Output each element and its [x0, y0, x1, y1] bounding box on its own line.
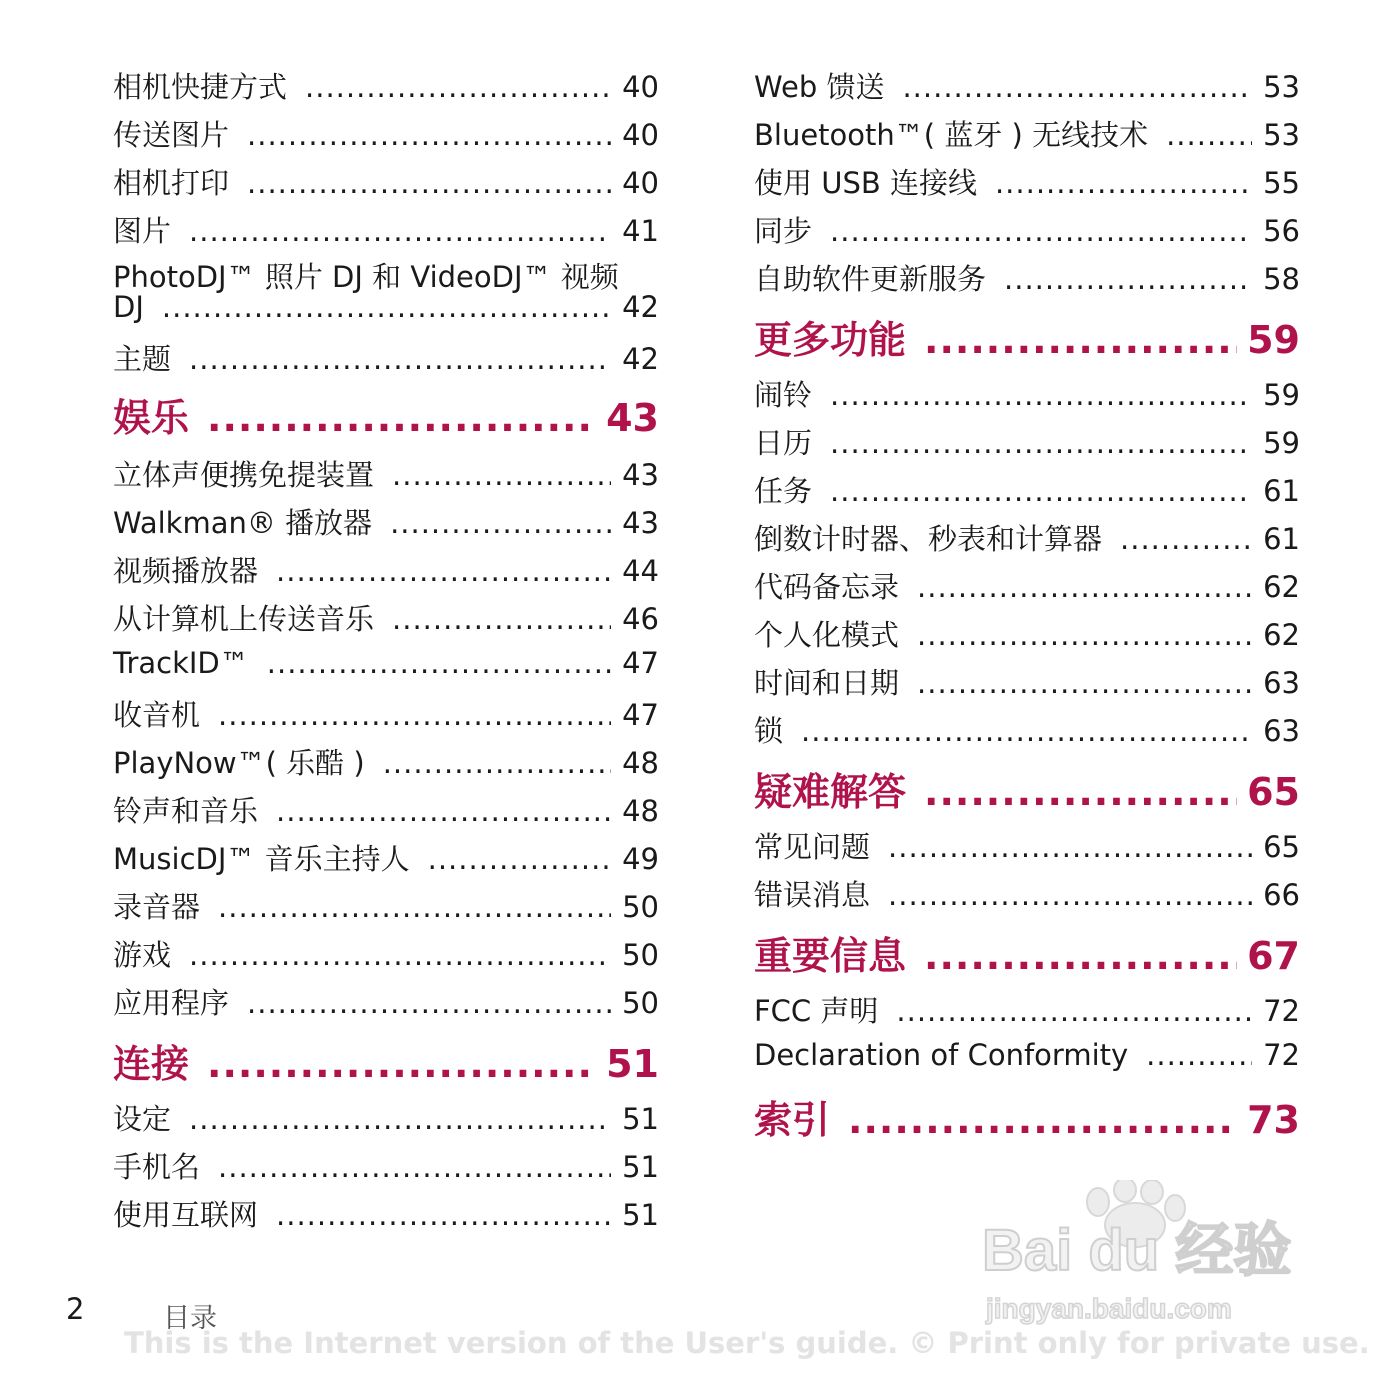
- toc-section-heading[interactable]: [754, 934, 1300, 978]
- page-number: 59: [1247, 318, 1300, 362]
- page-number: 62: [1263, 618, 1300, 652]
- entry-title: 使用互联网: [113, 1198, 259, 1232]
- page-number: 65: [1263, 830, 1300, 864]
- dot-leader: [305, 70, 611, 104]
- entry-title: 应用程序: [113, 986, 230, 1020]
- entry-title: 任务: [754, 474, 813, 508]
- section-title: 更多功能: [754, 318, 907, 362]
- toc-entry[interactable]: [113, 458, 659, 492]
- page-number: 63: [1263, 666, 1300, 700]
- watermark-url: jingyan.baidu.com: [986, 1293, 1232, 1324]
- watermark-brand: Bai du 经验: [982, 1218, 1292, 1283]
- entry-title: 图片: [113, 214, 172, 248]
- page-number: 42: [622, 290, 659, 324]
- dot-leader: [995, 166, 1252, 200]
- entry-title: 立体声便携免提装置: [113, 458, 375, 492]
- dot-leader: [801, 714, 1252, 748]
- dot-leader: [830, 214, 1252, 248]
- section-title: 疑难解答: [754, 770, 907, 814]
- entry-title: PhotoDJ™ 照片 DJ 和 VideoDJ™ 视频: [113, 260, 619, 294]
- entry-title: Web 馈送: [754, 70, 885, 104]
- dot-leader: [830, 378, 1252, 412]
- dot-leader: [428, 842, 611, 876]
- entry-title: 自助软件更新服务: [754, 262, 987, 296]
- entry-title: 从计算机上传送音乐: [113, 602, 375, 636]
- dot-leader: [162, 292, 611, 322]
- toc-entry[interactable]: [754, 570, 1300, 604]
- toc-entry[interactable]: [113, 794, 659, 828]
- page-number: 59: [1263, 378, 1300, 412]
- footer-notice: This is the Internet version of the User's guide. © Print only for private use.: [124, 1326, 1370, 1360]
- toc-entry[interactable]: [113, 554, 659, 588]
- section-title: 重要信息: [754, 934, 907, 978]
- entry-title: 倒数计时器、秒表和计算器: [754, 522, 1103, 556]
- toc-entry[interactable]: [113, 262, 659, 322]
- dot-leader: [917, 618, 1252, 652]
- page-number: 40: [622, 118, 659, 152]
- entry-title: 游戏: [113, 938, 172, 972]
- page-number: 61: [1263, 522, 1300, 556]
- entry-title: 主题: [113, 342, 172, 376]
- entry-title: 时间和日期: [754, 666, 900, 700]
- page-number: 53: [1263, 70, 1300, 104]
- entry-title: 录音器: [113, 890, 201, 924]
- page-number: 48: [622, 746, 659, 780]
- entry-title: Walkman® 播放器: [113, 506, 373, 540]
- dot-leader: [247, 166, 611, 200]
- dot-leader: [189, 1102, 611, 1136]
- toc-entry[interactable]: [754, 262, 1300, 296]
- page-number: 42: [622, 342, 659, 376]
- entry-title: 设定: [113, 1102, 172, 1136]
- page-number: 55: [1263, 166, 1300, 200]
- entry-title: 铃声和音乐: [113, 794, 259, 828]
- toc-entry[interactable]: [754, 666, 1300, 700]
- dot-leader: [276, 794, 611, 828]
- section-title: 索引: [754, 1098, 831, 1142]
- page-number: 50: [622, 986, 659, 1020]
- page-number: 43: [622, 458, 659, 492]
- toc-section-heading[interactable]: [113, 396, 659, 440]
- page-number: 47: [622, 698, 659, 732]
- page-number: 67: [1247, 934, 1300, 978]
- page-number: 61: [1263, 474, 1300, 508]
- toc-entry[interactable]: [754, 378, 1300, 412]
- page-number: 51: [606, 1042, 659, 1086]
- footer-page-number: 2: [66, 1292, 85, 1326]
- toc-entry[interactable]: [113, 746, 659, 780]
- page-number: 44: [622, 554, 659, 588]
- section-title: 娱乐: [113, 396, 190, 440]
- dot-leader: [267, 646, 611, 680]
- page-number: 51: [622, 1198, 659, 1232]
- toc-entry[interactable]: [113, 506, 659, 540]
- dot-leader: [247, 986, 611, 1020]
- toc-entry[interactable]: [754, 994, 1300, 1028]
- page-number: 51: [622, 1102, 659, 1136]
- toc-section-heading[interactable]: [754, 770, 1300, 814]
- toc-entry[interactable]: [754, 1038, 1300, 1072]
- page-number: 40: [622, 166, 659, 200]
- entry-title: Declaration of Conformity: [754, 1038, 1129, 1072]
- entry-title: TrackID™: [113, 646, 249, 680]
- toc-entry[interactable]: [113, 118, 659, 152]
- entry-title: PlayNow™( 乐酷 ): [113, 746, 365, 780]
- page-number: 49: [622, 842, 659, 876]
- entry-title: MusicDJ™ 音乐主持人: [113, 842, 410, 876]
- toc-entry[interactable]: [754, 618, 1300, 652]
- toc-entry[interactable]: [113, 166, 659, 200]
- toc-entry[interactable]: [754, 714, 1300, 748]
- page-number: 50: [622, 938, 659, 972]
- page-number: 43: [606, 396, 659, 440]
- toc-entry[interactable]: [754, 878, 1300, 912]
- entry-title: FCC 声明: [754, 994, 879, 1028]
- dot-leader: [1166, 118, 1252, 152]
- dot-leader: [888, 830, 1252, 864]
- toc-entry[interactable]: [113, 70, 659, 104]
- page-number: 58: [1263, 262, 1300, 296]
- toc-entry[interactable]: [754, 474, 1300, 508]
- toc-entry[interactable]: [754, 214, 1300, 248]
- dot-leader: [924, 934, 1237, 978]
- footer-section-label: 目录: [163, 1303, 217, 1334]
- toc-entry[interactable]: [113, 890, 659, 924]
- dot-leader: [1120, 522, 1252, 556]
- page-number: 56: [1263, 214, 1300, 248]
- toc-entry[interactable]: [113, 646, 659, 680]
- entry-title-continued: DJ: [113, 290, 144, 324]
- dot-leader: [830, 474, 1252, 508]
- dot-leader: [207, 1042, 596, 1086]
- dot-leader: [888, 878, 1252, 912]
- page-number: 72: [1263, 994, 1300, 1028]
- page-number: 51: [622, 1150, 659, 1184]
- page-number: 41: [622, 214, 659, 248]
- entry-title: 常见问题: [754, 830, 871, 864]
- dot-leader: [207, 396, 596, 440]
- toc-entry[interactable]: [113, 698, 659, 732]
- toc-entry[interactable]: [754, 522, 1300, 556]
- dot-leader: [276, 554, 611, 588]
- page-number: 47: [622, 646, 659, 680]
- page-number: 50: [622, 890, 659, 924]
- toc-entry[interactable]: [113, 938, 659, 972]
- dot-leader: [276, 1198, 611, 1232]
- toc-section-heading[interactable]: [754, 1098, 1300, 1142]
- page-number: 46: [622, 602, 659, 636]
- entry-title: 相机快捷方式: [113, 70, 288, 104]
- toc-entry[interactable]: [754, 70, 1300, 104]
- page-number: 72: [1263, 1038, 1300, 1072]
- dot-leader: [848, 1098, 1237, 1142]
- entry-title: 代码备忘录: [754, 570, 900, 604]
- entry-title: 锁: [754, 714, 784, 748]
- page-number: 73: [1247, 1098, 1300, 1142]
- page-number: 43: [622, 506, 659, 540]
- dot-leader: [1146, 1038, 1252, 1072]
- toc-entry[interactable]: [113, 602, 659, 636]
- page-number: 48: [622, 794, 659, 828]
- toc-entry[interactable]: [113, 842, 659, 876]
- toc-entry[interactable]: [754, 118, 1300, 152]
- toc-entry[interactable]: [113, 214, 659, 248]
- entry-title: 个人化模式: [754, 618, 900, 652]
- dot-leader: [189, 214, 611, 248]
- dot-leader: [1004, 262, 1252, 296]
- entry-title: 使用 USB 连接线: [754, 166, 977, 200]
- dot-leader: [924, 770, 1237, 814]
- page-number: 40: [622, 70, 659, 104]
- toc-entry[interactable]: [754, 166, 1300, 200]
- toc-entry[interactable]: [113, 1150, 659, 1184]
- dot-leader: [392, 458, 611, 492]
- dot-leader: [917, 570, 1252, 604]
- page-number: 63: [1263, 714, 1300, 748]
- dot-leader: [247, 118, 611, 152]
- toc-entry[interactable]: [113, 986, 659, 1020]
- dot-leader: [189, 342, 611, 376]
- entry-title: 手机名: [113, 1150, 201, 1184]
- page-number: 66: [1263, 878, 1300, 912]
- dot-leader: [896, 994, 1252, 1028]
- dot-leader: [924, 318, 1237, 362]
- baidu-jingyan-watermark: [980, 1180, 1310, 1330]
- toc-entry[interactable]: [754, 830, 1300, 864]
- dot-leader: [390, 506, 611, 540]
- entry-title: 闹铃: [754, 378, 813, 412]
- page-number: 59: [1263, 426, 1300, 460]
- entry-title: 收音机: [113, 698, 201, 732]
- entry-title: 视频播放器: [113, 554, 259, 588]
- entry-title: 错误消息: [754, 878, 871, 912]
- entry-title: 传送图片: [113, 118, 230, 152]
- dot-leader: [383, 746, 611, 780]
- dot-leader: [189, 938, 611, 972]
- entry-title: 相机打印: [113, 166, 230, 200]
- dot-leader: [830, 426, 1252, 460]
- entry-title: 日历: [754, 426, 813, 460]
- dot-leader: [218, 890, 611, 924]
- dot-leader: [218, 1150, 611, 1184]
- toc-entry[interactable]: [113, 1198, 659, 1232]
- page-number: 65: [1247, 770, 1300, 814]
- dot-leader: [218, 698, 611, 732]
- dot-leader: [917, 666, 1252, 700]
- page-number: 62: [1263, 570, 1300, 604]
- dot-leader: [392, 602, 611, 636]
- toc-section-heading[interactable]: [113, 1042, 659, 1086]
- dot-leader: [902, 70, 1252, 104]
- section-title: 连接: [113, 1042, 190, 1086]
- toc-entry[interactable]: [113, 1102, 659, 1136]
- entry-title: 同步: [754, 214, 813, 248]
- toc-entry[interactable]: [754, 426, 1300, 460]
- toc-entry[interactable]: [113, 342, 659, 376]
- toc-section-heading[interactable]: [754, 318, 1300, 362]
- entry-title: Bluetooth™( 蓝牙 ) 无线技术: [754, 118, 1149, 152]
- page-number: 53: [1263, 118, 1300, 152]
